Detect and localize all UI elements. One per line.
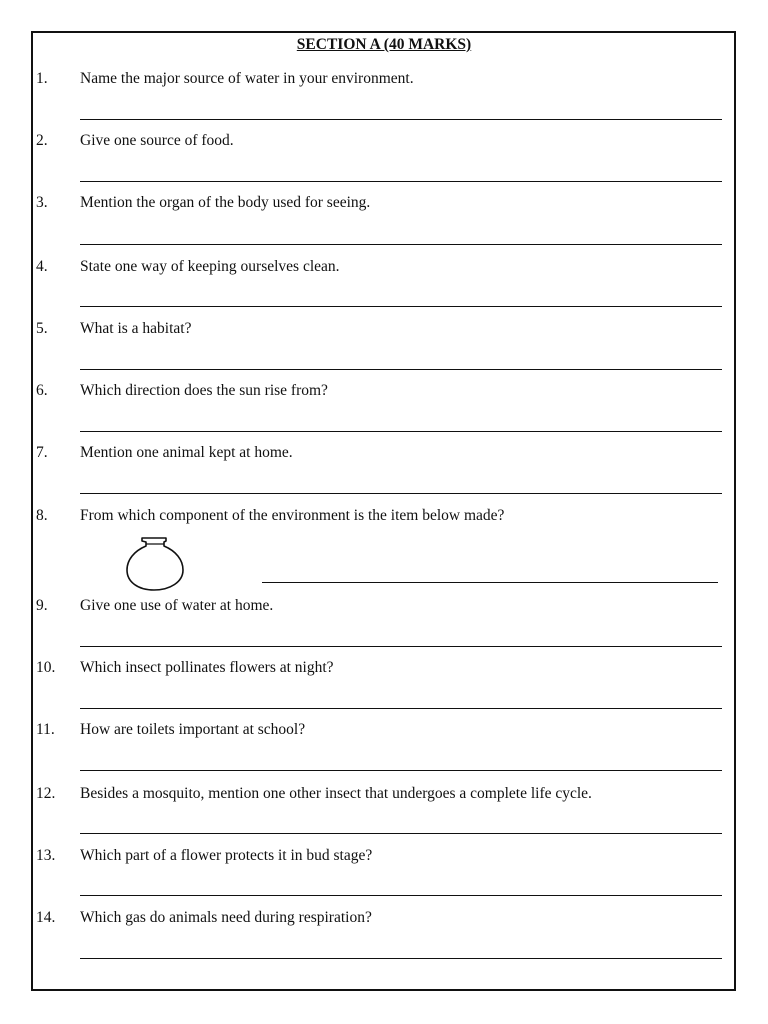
question-text: From which component of the environment is the item below made? — [80, 507, 505, 524]
question-text: Which insect pollinates flowers at night? — [80, 659, 334, 676]
answer-line[interactable] — [80, 708, 722, 709]
question-number: 12. — [36, 785, 56, 802]
question-item — [0, 721, 768, 738]
question-text: State one way of keeping ourselves clean. — [80, 258, 340, 275]
question-item — [0, 444, 768, 461]
answer-line[interactable] — [80, 895, 722, 896]
answer-line[interactable] — [80, 833, 722, 834]
question-text: Give one source of food. — [80, 132, 234, 149]
answer-line[interactable] — [262, 582, 718, 583]
question-text: Besides a mosquito, mention one other insect that undergoes a complete life cycle. — [80, 785, 592, 802]
question-text: Which direction does the sun rise from? — [80, 382, 328, 399]
question-text: What is a habitat? — [80, 320, 192, 337]
answer-line[interactable] — [80, 646, 722, 647]
answer-line[interactable] — [80, 958, 722, 959]
question-number: 10. — [36, 659, 56, 676]
answer-line[interactable] — [80, 119, 722, 120]
question-item — [0, 382, 768, 399]
answer-line[interactable] — [80, 431, 722, 432]
answer-line[interactable] — [80, 306, 722, 307]
question-item — [0, 785, 768, 802]
question-item — [0, 132, 768, 149]
question-number: 8. — [36, 507, 48, 524]
question-number: 5. — [36, 320, 48, 337]
question-number: 11. — [36, 721, 55, 738]
question-item — [0, 659, 768, 676]
question-number: 2. — [36, 132, 48, 149]
question-text: Mention the organ of the body used for seeing. — [80, 194, 371, 211]
question-text: Which gas do animals need during respiration? — [80, 909, 372, 926]
question-text: How are toilets important at school? — [80, 721, 306, 738]
question-number: 13. — [36, 847, 56, 864]
answer-line[interactable] — [80, 244, 722, 245]
question-text: Name the major source of water in your environment. — [80, 70, 414, 87]
clay-pot-icon — [124, 536, 186, 592]
question-item — [0, 194, 768, 211]
answer-line[interactable] — [80, 181, 722, 182]
question-item — [0, 70, 768, 87]
question-number: 4. — [36, 258, 48, 275]
question-number: 14. — [36, 909, 56, 926]
question-item — [0, 909, 768, 926]
answer-line[interactable] — [80, 493, 722, 494]
section-title: SECTION A (40 MARKS) — [296, 36, 472, 53]
question-number: 3. — [36, 194, 48, 211]
answer-line[interactable] — [80, 369, 722, 370]
question-item — [0, 258, 768, 275]
question-number: 7. — [36, 444, 48, 461]
question-item — [0, 597, 768, 614]
question-number: 9. — [36, 597, 48, 614]
question-text: Which part of a flower protects it in bud stage? — [80, 847, 373, 864]
question-number: 6. — [36, 382, 48, 399]
question-item — [0, 507, 768, 524]
question-item — [0, 320, 768, 337]
question-item — [0, 847, 768, 864]
question-number: 1. — [36, 70, 48, 87]
question-text: Give one use of water at home. — [80, 597, 274, 614]
answer-line[interactable] — [80, 770, 722, 771]
question-text: Mention one animal kept at home. — [80, 444, 293, 461]
